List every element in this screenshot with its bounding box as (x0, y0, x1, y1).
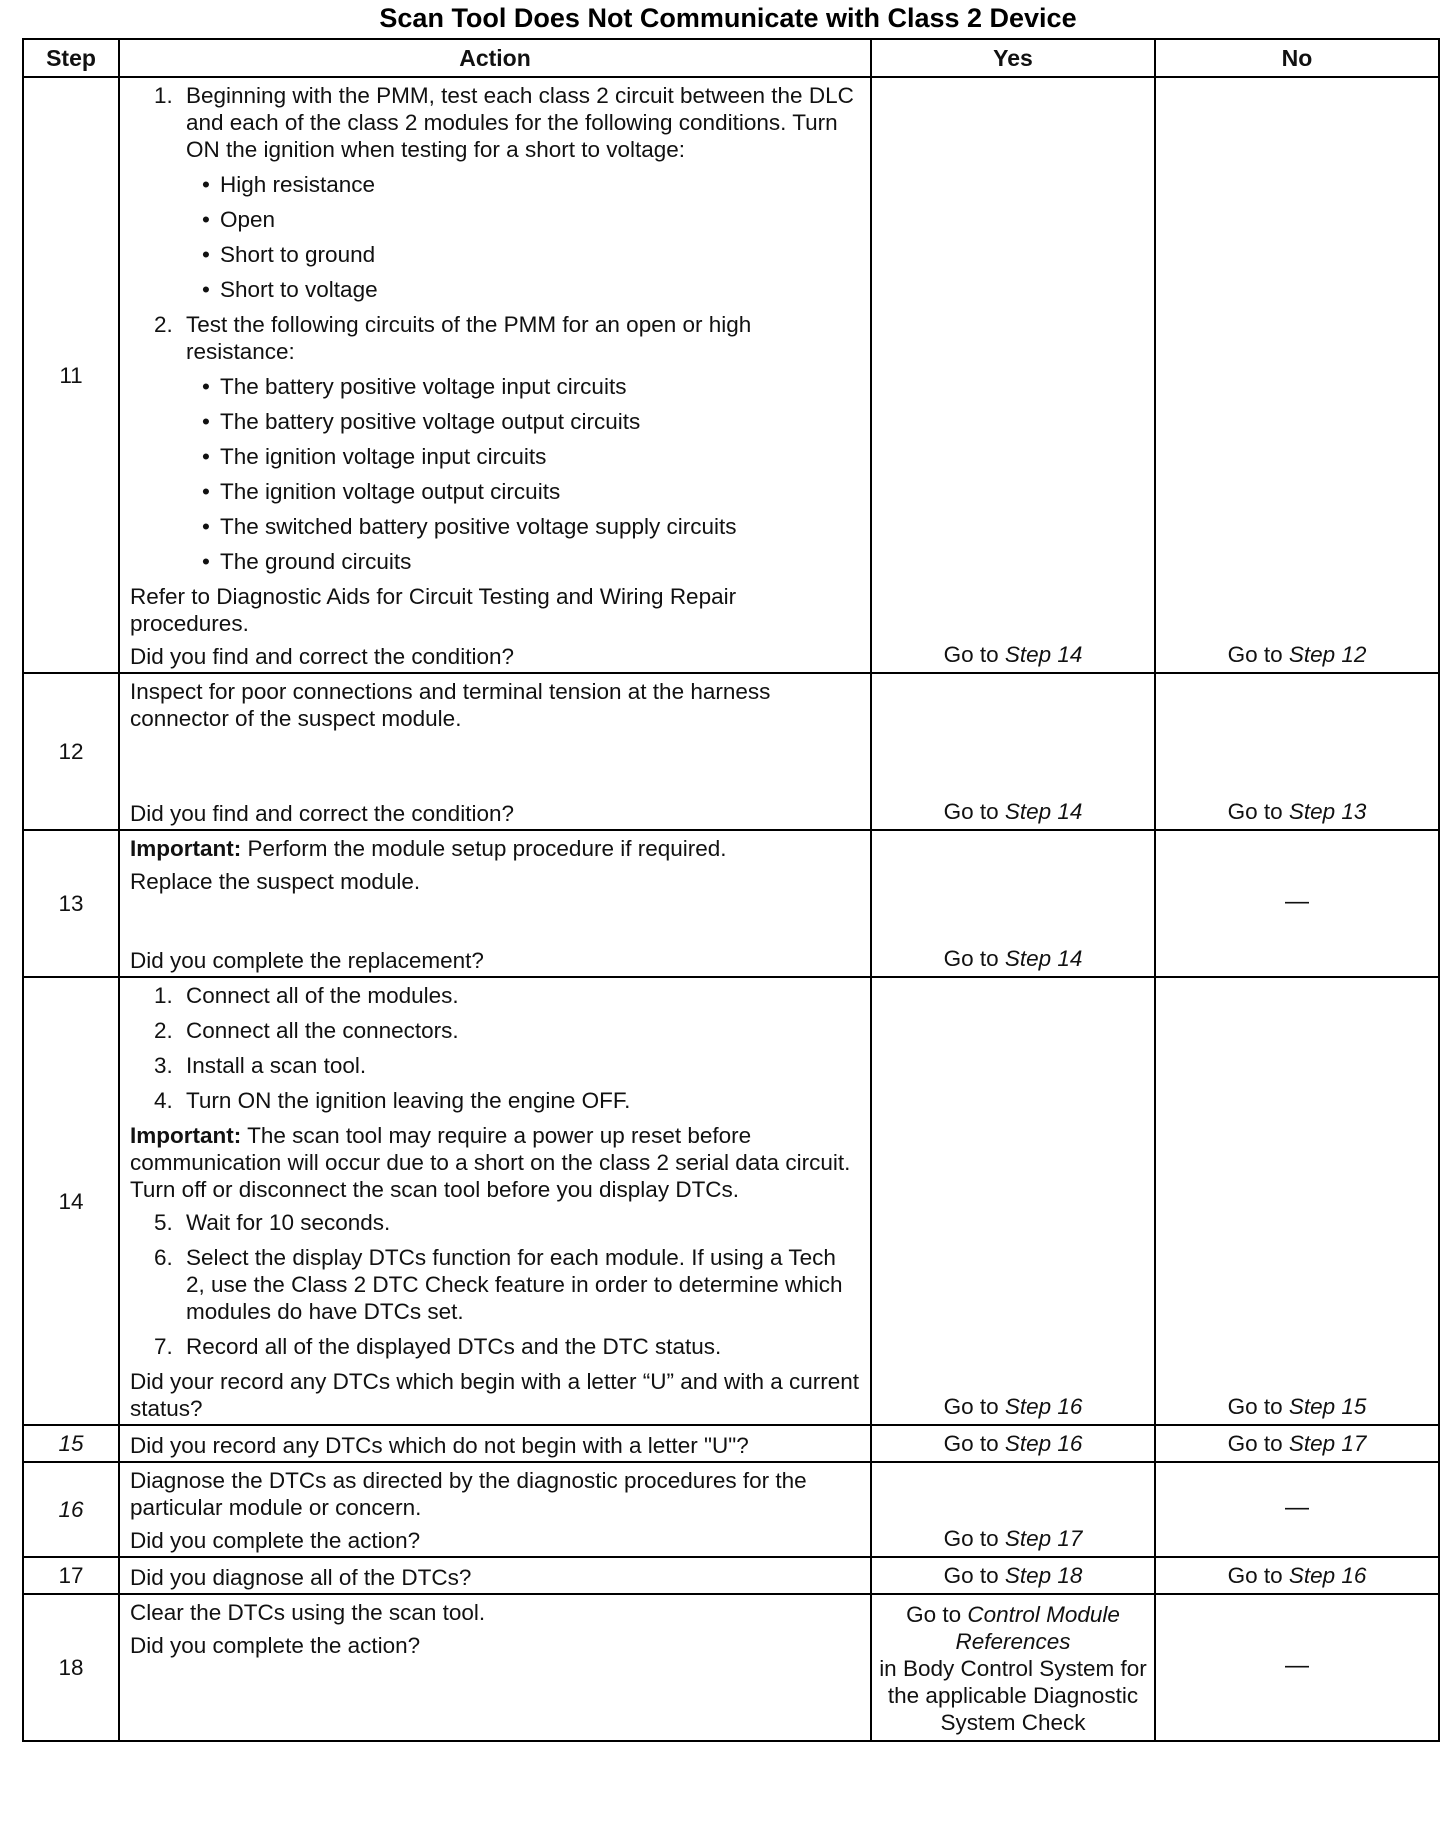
reference-text: in Body Control System for the applicable Diagnostic System Check (879, 1656, 1147, 1735)
yes-cell (871, 830, 1155, 977)
table-row (23, 977, 1439, 1425)
item-number: 1. (154, 983, 173, 1008)
important-note (130, 1122, 860, 1203)
action-cell (119, 830, 871, 977)
question-text: Did your record any DTCs which begin with a letter “U” and with a current status? (130, 1369, 860, 1421)
action-text: Inspect for poor connections and terminal tension at the harness connector of the suspect module. (130, 679, 771, 731)
yes-cell (871, 1462, 1155, 1557)
action-cell (119, 1557, 871, 1594)
list-item (130, 1209, 860, 1236)
header-step: Step (23, 39, 119, 77)
no-cell (1155, 977, 1439, 1425)
bullet-item: • The ignition voltage output circuits (130, 478, 860, 505)
go-to-label: Go to (943, 1431, 999, 1456)
bullet-item: • The switched battery positive voltage supply circuits (130, 513, 860, 540)
step-number: 17 (23, 1557, 119, 1594)
step-link: Step 16 (1004, 1394, 1083, 1419)
go-to-label: Go to (1227, 1431, 1283, 1456)
item-text: Test the following circuits of the PMM for an open or high resistance: (186, 312, 752, 364)
action-cell (119, 977, 871, 1425)
item-text: Select the display DTCs function for each module. If using a Tech 2, use the Class 2 DTC Check feature in order to determine which modules do have DTCs set. (186, 1245, 843, 1324)
bullet-item: • Open (130, 206, 860, 233)
go-to-label: Go to (1227, 799, 1283, 824)
list-item (130, 82, 860, 163)
step-number: 11 (23, 77, 119, 673)
important-note (130, 835, 860, 862)
bullet-item: • The ignition voltage input circuits (130, 443, 860, 470)
step-link: Step 16 (1288, 1563, 1367, 1588)
list-item (130, 1244, 860, 1325)
item-number: 7. (154, 1334, 173, 1359)
bullet-item: • Short to ground (130, 241, 860, 268)
go-to-label: Go to (943, 1526, 999, 1551)
action-cell (119, 673, 871, 830)
step-link: Step 17 (1004, 1526, 1083, 1551)
item-text: Turn ON the ignition leaving the engine OFF. (186, 1088, 631, 1113)
reference-link: Control Module References (955, 1602, 1120, 1654)
go-to-label: Go to (943, 1563, 999, 1588)
important-text: The scan tool may require a power up reset before communication will occur due to a short on the class 2 serial data circuit. Turn off or disconnect the scan tool before you display DTCs. (130, 1123, 851, 1202)
item-number: 3. (154, 1053, 173, 1078)
step-link: Step 15 (1288, 1394, 1367, 1419)
action-text: Replace the suspect module. (130, 869, 421, 894)
yes-cell (871, 673, 1155, 830)
no-cell: — (1155, 830, 1439, 977)
no-cell (1155, 673, 1439, 830)
go-to-label: Go to (943, 946, 999, 971)
action-text: Clear the DTCs using the scan tool. (130, 1600, 486, 1625)
action-cell (119, 77, 871, 673)
item-number: 6. (154, 1245, 173, 1270)
question-text: Did you find and correct the condition? (130, 644, 514, 669)
important-label: Important: (130, 836, 242, 861)
item-number: 1. (154, 83, 173, 108)
diagnostic-table (22, 38, 1440, 1742)
question-text: Did you complete the replacement? (130, 948, 484, 973)
go-to-label: Go to (943, 799, 999, 824)
question-text: Did you diagnose all of the DTCs? (130, 1565, 472, 1590)
important-label: Important: (130, 1123, 242, 1148)
step-link: Step 17 (1288, 1431, 1367, 1456)
step-number: 12 (23, 673, 119, 830)
yes-cell (871, 1594, 1155, 1741)
yes-cell (871, 977, 1155, 1425)
bullet-item: • The ground circuits (130, 548, 860, 575)
step-link: Step 14 (1004, 799, 1083, 824)
step-link: Step 13 (1288, 799, 1367, 824)
header-action: Action (119, 39, 871, 77)
step-link: Step 16 (1004, 1431, 1083, 1456)
item-number: 2. (154, 312, 173, 337)
table-row (23, 673, 1439, 830)
list-item (130, 1333, 860, 1360)
step-number: 15 (23, 1425, 119, 1462)
no-cell (1155, 77, 1439, 673)
list-item (130, 1017, 860, 1044)
step-number: 18 (23, 1594, 119, 1741)
header-yes: Yes (871, 39, 1155, 77)
item-text: Record all of the displayed DTCs and the DTC status. (186, 1334, 722, 1359)
go-to-label: Go to (1227, 1394, 1283, 1419)
bullet-item: • The battery positive voltage input circuits (130, 373, 860, 400)
go-to-label: Go to (1227, 642, 1283, 667)
spacer (130, 901, 860, 945)
yes-cell (871, 77, 1155, 673)
table-row (23, 1594, 1439, 1741)
item-number: 4. (154, 1088, 173, 1113)
spacer (130, 738, 860, 798)
list-item (130, 1087, 860, 1114)
item-text: Install a scan tool. (186, 1053, 367, 1078)
step-link: Step 12 (1288, 642, 1367, 667)
no-cell (1155, 1557, 1439, 1594)
header-no: No (1155, 39, 1439, 77)
item-text: Beginning with the PMM, test each class 2 circuit between the DLC and each of the class 2 modules for the following conditions. Turn ON the ignition when testing for a short to voltage: (186, 83, 854, 162)
page-title: Scan Tool Does Not Communicate with Class 2 Device (379, 3, 1077, 33)
table-header-row (23, 39, 1439, 77)
question-text: Did you find and correct the condition? (130, 801, 514, 826)
table-row (23, 1462, 1439, 1557)
yes-cell (871, 1425, 1155, 1462)
table-row (23, 1557, 1439, 1594)
no-cell: — (1155, 1462, 1439, 1557)
item-text: Connect all the connectors. (186, 1018, 459, 1043)
no-cell (1155, 1425, 1439, 1462)
bullet-item: • High resistance (130, 171, 860, 198)
step-number: 16 (23, 1462, 119, 1557)
step-number: 14 (23, 977, 119, 1425)
question-text: Did you record any DTCs which do not begin with a letter "U"? (130, 1433, 749, 1458)
question-text: Did you complete the action? (130, 1528, 421, 1553)
item-text: Connect all of the modules. (186, 983, 459, 1008)
question-text: Did you complete the action? (130, 1633, 421, 1658)
yes-cell (871, 1557, 1155, 1594)
action-text: Diagnose the DTCs as directed by the diagnostic procedures for the particular module or concern. (130, 1468, 807, 1520)
bullet-item: • The battery positive voltage output circuits (130, 408, 860, 435)
item-number: 5. (154, 1210, 173, 1235)
go-to-label: Go to (906, 1602, 962, 1627)
table-row (23, 77, 1439, 673)
action-cell (119, 1462, 871, 1557)
item-text: Wait for 10 seconds. (186, 1210, 391, 1235)
step-link: Step 18 (1004, 1563, 1083, 1588)
list-item (130, 982, 860, 1009)
important-text: Perform the module setup procedure if required. (247, 836, 727, 861)
table-row (23, 1425, 1439, 1462)
list-item (130, 311, 860, 365)
step-number: 13 (23, 830, 119, 977)
item-number: 2. (154, 1018, 173, 1043)
list-item (130, 1052, 860, 1079)
step-link: Step 14 (1004, 642, 1083, 667)
bullet-item: • Short to voltage (130, 276, 860, 303)
table-row (23, 830, 1439, 977)
no-cell: — (1155, 1594, 1439, 1741)
action-cell (119, 1594, 871, 1741)
go-to-label: Go to (943, 642, 999, 667)
action-cell (119, 1425, 871, 1462)
refer-text: Refer to Diagnostic Aids for Circuit Testing and Wiring Repair procedures. (130, 584, 737, 636)
go-to-label: Go to (943, 1394, 999, 1419)
step-link: Step 14 (1004, 946, 1083, 971)
go-to-label: Go to (1227, 1563, 1283, 1588)
